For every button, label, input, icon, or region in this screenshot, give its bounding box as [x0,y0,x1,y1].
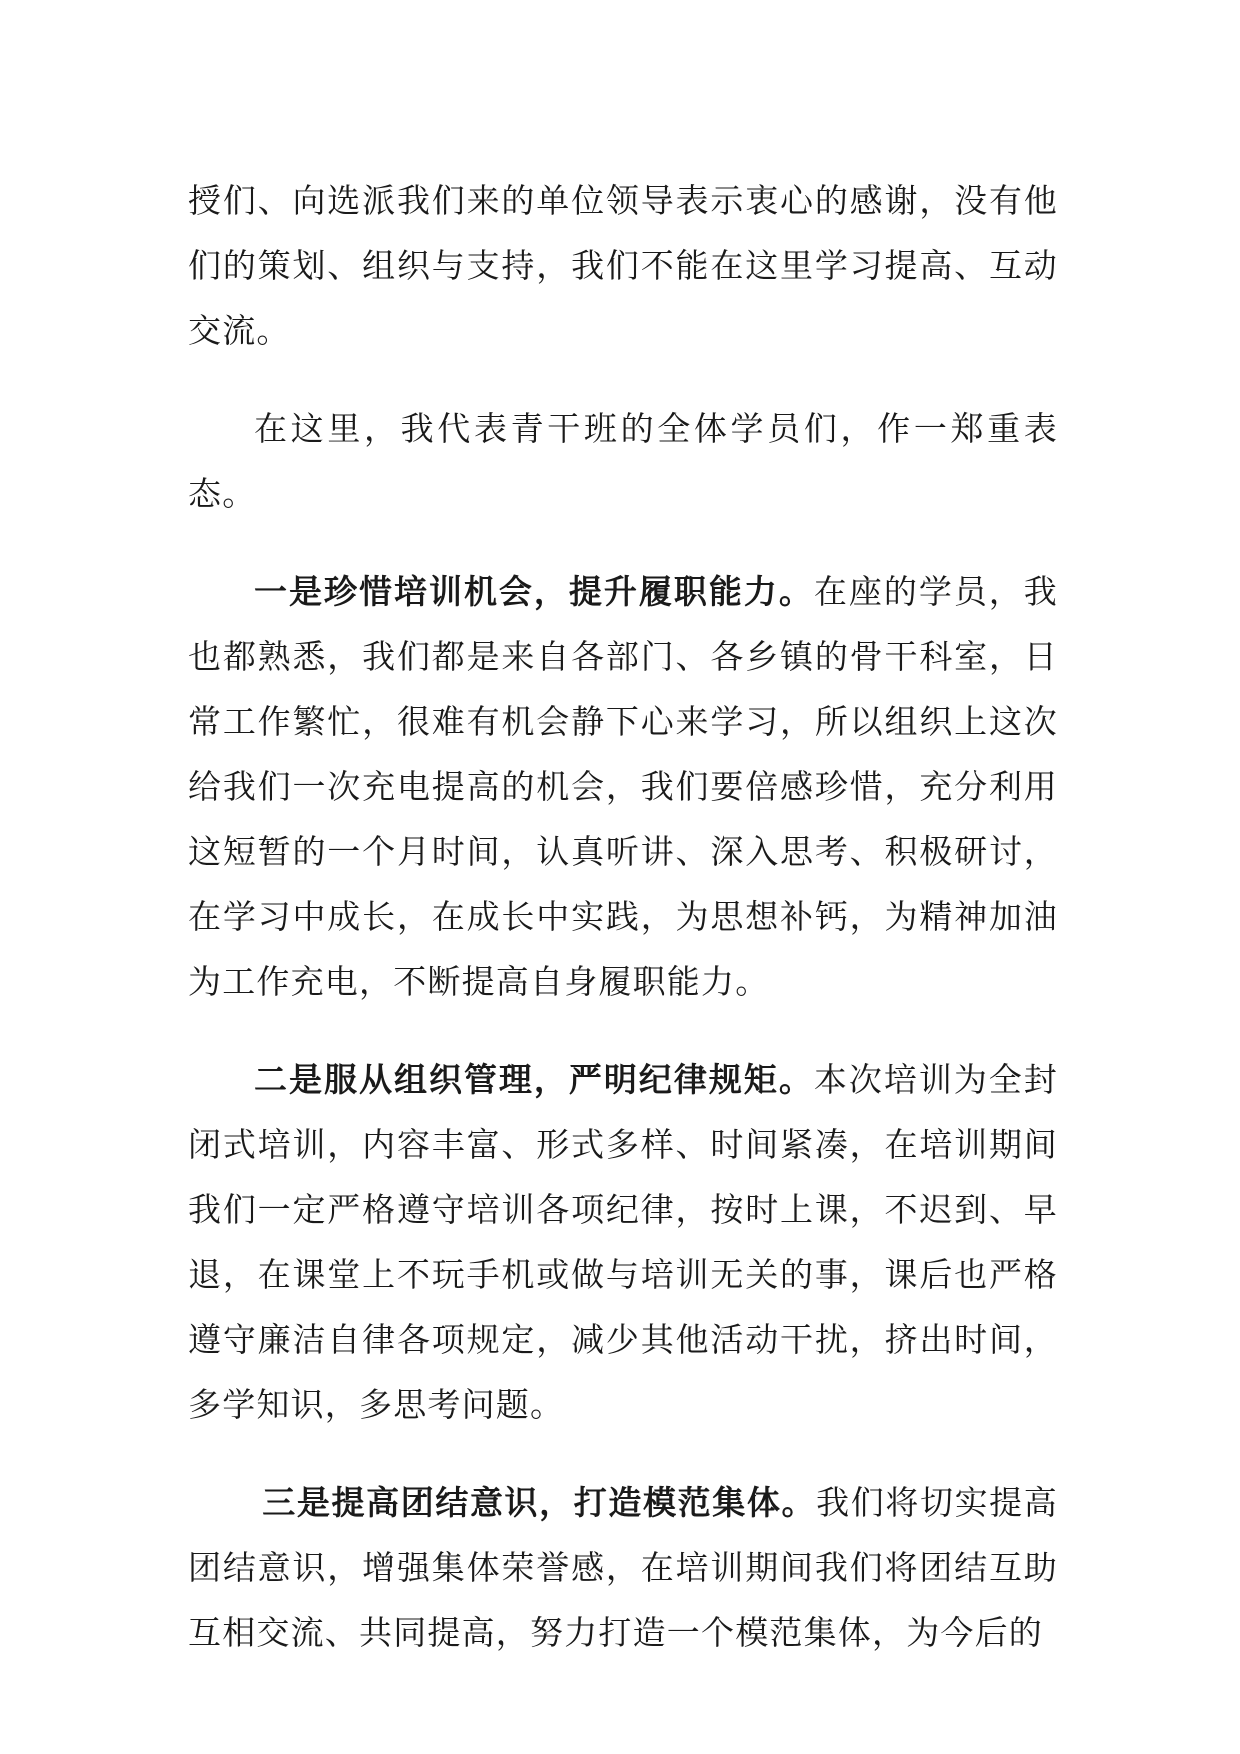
paragraph-text: 授们、向选派我们来的单位领导表示衷心的感谢，没有他们的策划、组织与支持，我们不能在这里学习提高、互动交流。 [188,181,1058,350]
paragraph-lead: 二是服从组织管理，严明纪律规矩。 [254,1060,814,1099]
paragraph-point-two [188,1047,1058,1437]
paragraph-statement [188,396,1058,526]
document-body [188,168,1058,1698]
paragraph-continuation [188,168,1058,363]
paragraph-lead: 一是珍惜培训机会，提升履职能力。 [254,572,814,611]
paragraph-lead: 三是提高团结意识，打造模范集体。 [262,1483,817,1522]
paragraph-text: 我们将切实提高团结意识，增强集体荣誉感，在培训期间我们将团结互助互相交流、共同提高，努力打造一个模范集体，为今后的 [188,1483,1059,1652]
paragraph-text: 在座的学员，我也都熟悉，我们都是来自各部门、各乡镇的骨干科室，日常工作繁忙，很难有机会静下心来学习，所以组织上这次给我们一次充电提高的机会，我们要倍感珍惜，充分利用这短暂的一个月时间，认真听讲、深入思考、积极研讨，在学习中成长，在成长中实践，为思想补钙，为精神加油为工作充电，不断提高自身履职能力。 [188,572,1059,1001]
paragraph-point-one [188,559,1058,1014]
paragraph-text: 本次培训为全封闭式培训，内容丰富、形式多样、时间紧凑，在培训期间我们一定严格遵守培训各项纪律，按时上课，不迟到、早退，在课堂上不玩手机或做与培训无关的事，课后也严格遵守廉洁自律各项规定，减少其他活动干扰，挤出时间，多学知识，多思考问题。 [188,1060,1059,1424]
paragraph-text: 在这里，我代表青干班的全体学员们，作一郑重表态。 [188,409,1058,513]
paragraph-point-three [188,1470,1058,1665]
